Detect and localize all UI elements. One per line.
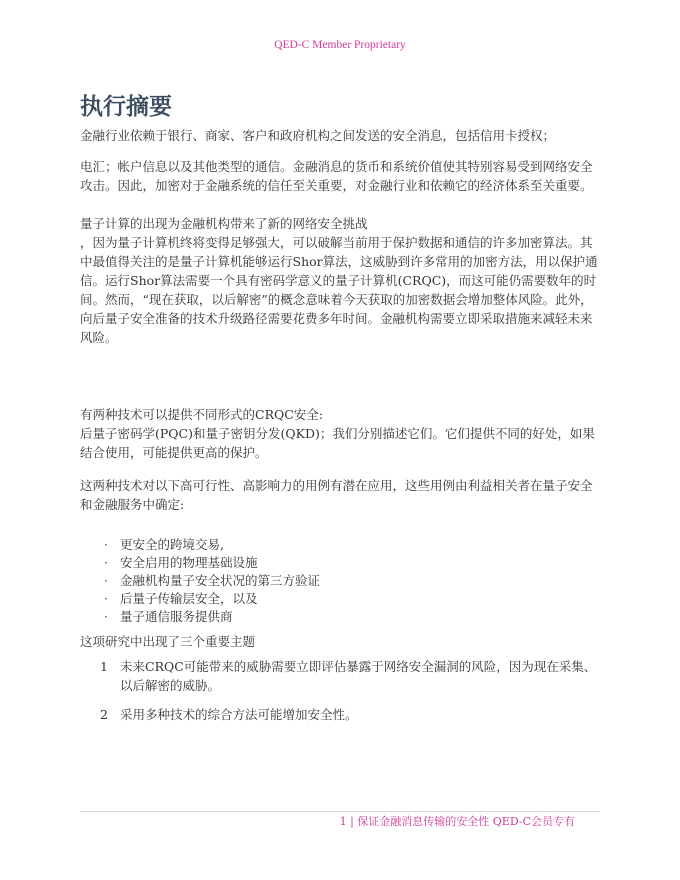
page-footer: 1 | 保证金融消息传输的安全性 QED-C会员专有	[339, 815, 575, 828]
list-item: · 安全启用的物理基础设施	[104, 555, 258, 570]
page-header: QED-C Member Proprietary	[274, 39, 406, 51]
paragraph-quantum-challenge-heading: 量子计算的出现为金融机构带来了新的网络安全挑战	[80, 216, 368, 231]
themes-list	[80, 657, 600, 724]
paragraph-quantum-challenge: ，因为量子计算机终将变得足够强大，可以破解当前用于保护数据和通信的许多加密算法。其中最值得关注的是量子计算机能够运行Shor算法，这威胁到许多常用的加密方法，用以保护通信。运行Shor算法需要一个具有密码学意义的量子计算机(CRQC)，而这可能仍需要数年的时间。然而，“现在获取，以后解密”的概念意味着今天获取的加密数据会增加整体风险。此外，向后量子安全准备的技术升级路径需要花费多年时间。金融机构需要立即采取措施来减轻未来风险。	[80, 235, 598, 345]
document-body	[80, 126, 600, 734]
bullet-marker: ·	[104, 555, 108, 570]
paragraph-two-technologies: 后量子密码学(PQC)和量子密钥分发(QKD)；我们分别描述它们。它们提供不同的好处，如果结合使用，可能提供更高的保护。	[80, 426, 595, 460]
bullet-marker: ·	[104, 537, 108, 552]
list-item: · 金融机构量子安全状况的第三方验证	[104, 573, 321, 588]
bullet-marker: ·	[104, 591, 108, 606]
list-item: · 后量子传输层安全，以及	[104, 591, 258, 606]
list-item: · 更安全的跨境交易,	[104, 537, 224, 552]
list-item: 2 采用多种技术的综合方法可能增加安全性。	[100, 707, 358, 722]
list-item: 1 未来CRQC可能带来的威胁需要立即评估暴露于网络安全漏洞的风险，因为现在采集、以后解密的威胁。	[100, 659, 597, 693]
use-case-list	[80, 536, 600, 626]
paragraph-themes-intro: 这项研究中出现了三个重要主题	[80, 634, 256, 649]
page-title: 执行摘要	[80, 94, 172, 120]
list-number: 2	[100, 707, 108, 722]
paragraph-intro: 金融行业依赖于银行、商家、客户和政府机构之间发送的安全消息，包括信用卡授权；	[80, 128, 556, 143]
footer-divider	[80, 811, 600, 812]
paragraph-financial-messages: 电汇；帐户信息以及其他类型的通信。金融消息的货币和系统价值使其特别容易受到网络安全攻击。因此，加密对于金融系统的信任至关重要，对金融行业和依赖它的经济体系至关重要。	[80, 159, 593, 193]
bullet-marker: ·	[104, 573, 108, 588]
paragraph-two-technologies-heading: 有两种技术可以提供不同形式的CRQC安全:	[80, 407, 323, 422]
paragraph-use-cases: 这两种技术对以下高可行性、高影响力的用例有潜在应用，这些用例由利益相关者在量子安全和金融服务中确定:	[80, 478, 593, 512]
bullet-marker: ·	[104, 609, 108, 624]
list-number: 1	[100, 659, 108, 674]
list-item: · 量子通信服务提供商	[104, 609, 233, 624]
